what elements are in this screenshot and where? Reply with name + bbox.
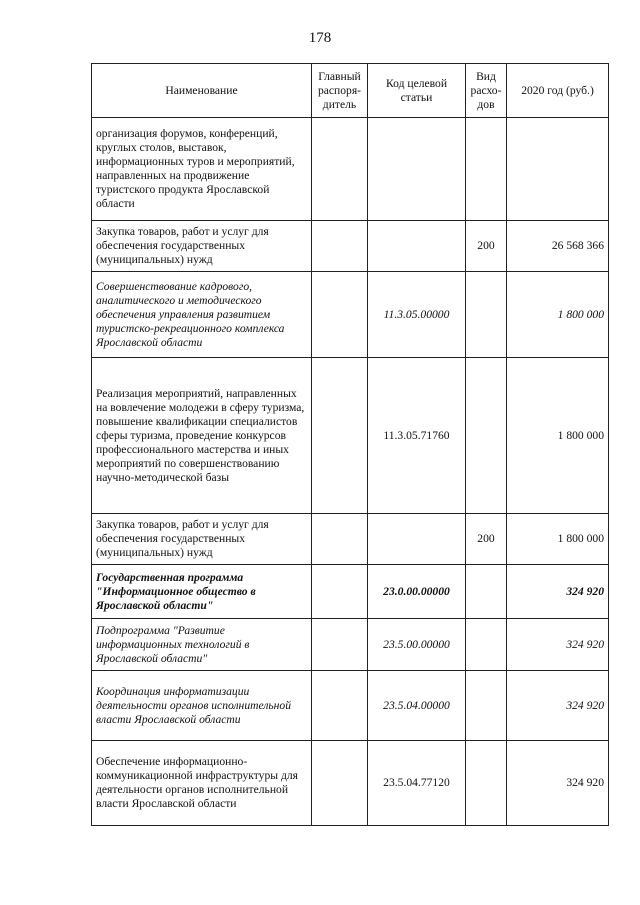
row-name: Реализация мероприятий, направленных на вовлечение молодежи в сферу туризма, повышение квалификации специалистов сферы туризма, проведение конкурсов профессионального мастерства и иных мероприятий по совершенствованию научно-методической базы [92,358,312,514]
row-code: 23.5.00.00000 [368,619,466,671]
header-code: Код целевой статьи [368,64,466,118]
row-vid [466,565,507,619]
row-amount: 324 920 [507,565,609,619]
row-amount: 1 800 000 [507,272,609,358]
row-name: Подпрограмма "Развитие информационных технологий в Ярославской области" [92,619,312,671]
row-vid [466,741,507,826]
row-amount: 1 800 000 [507,514,609,565]
header-vid: Вид расхо-дов [466,64,507,118]
row-code: 11.3.05.71760 [368,358,466,514]
row-amount [507,118,609,221]
row-vid [466,671,507,741]
row-name: Закупка товаров, работ и услуг для обеспечения государственных (муниципальных) нужд [92,221,312,272]
row-grbs [312,671,368,741]
header-name: Наименование [92,64,312,118]
row-vid [466,272,507,358]
table-row [92,118,609,221]
row-vid [466,118,507,221]
row-amount: 324 920 [507,619,609,671]
row-name: Координация информатизации деятельности органов исполнительной власти Ярославской области [92,671,312,741]
row-code: 11.3.05.00000 [368,272,466,358]
row-grbs [312,741,368,826]
row-code [368,514,466,565]
row-vid [466,619,507,671]
table-row [92,741,609,826]
table-row [92,221,609,272]
header-grbs: Главный распоря-дитель [312,64,368,118]
row-name: организация форумов, конференций, круглых столов, выставок, информационных туров и мероприятий, направленных на продвижение туристского продукта Ярославской области [92,118,312,221]
row-vid [466,358,507,514]
row-code: 23.5.04.77120 [368,741,466,826]
table-row [92,671,609,741]
row-name: Государственная программа "Информационное общество в Ярославской области" [92,565,312,619]
table-row [92,619,609,671]
row-code [368,118,466,221]
table-header-row [92,64,609,118]
table-row [92,358,609,514]
table-row [92,514,609,565]
header-amount: 2020 год (руб.) [507,64,609,118]
table-row [92,272,609,358]
page-number: 178 [308,30,332,46]
row-code [368,221,466,272]
row-grbs [312,272,368,358]
row-name: Закупка товаров, работ и услуг для обеспечения государственных (муниципальных) нужд [92,514,312,565]
row-code: 23.0.00.00000 [368,565,466,619]
row-name: Обеспечение информационно-коммуникационной инфраструктуры для деятельности органов исполнительной власти Ярославской области [92,741,312,826]
row-code: 23.5.04.00000 [368,671,466,741]
row-grbs [312,118,368,221]
row-grbs [312,565,368,619]
row-grbs [312,514,368,565]
row-name: Совершенствование кадрового, аналитического и методического обеспечения управления развитием туристско-рекреационного комплекса Ярославской области [92,272,312,358]
row-amount: 324 920 [507,671,609,741]
row-amount: 1 800 000 [507,358,609,514]
budget-table [91,63,609,826]
row-vid: 200 [466,514,507,565]
table-row [92,565,609,619]
row-vid: 200 [466,221,507,272]
row-grbs [312,619,368,671]
row-amount: 324 920 [507,741,609,826]
row-amount: 26 568 366 [507,221,609,272]
row-grbs [312,221,368,272]
row-grbs [312,358,368,514]
